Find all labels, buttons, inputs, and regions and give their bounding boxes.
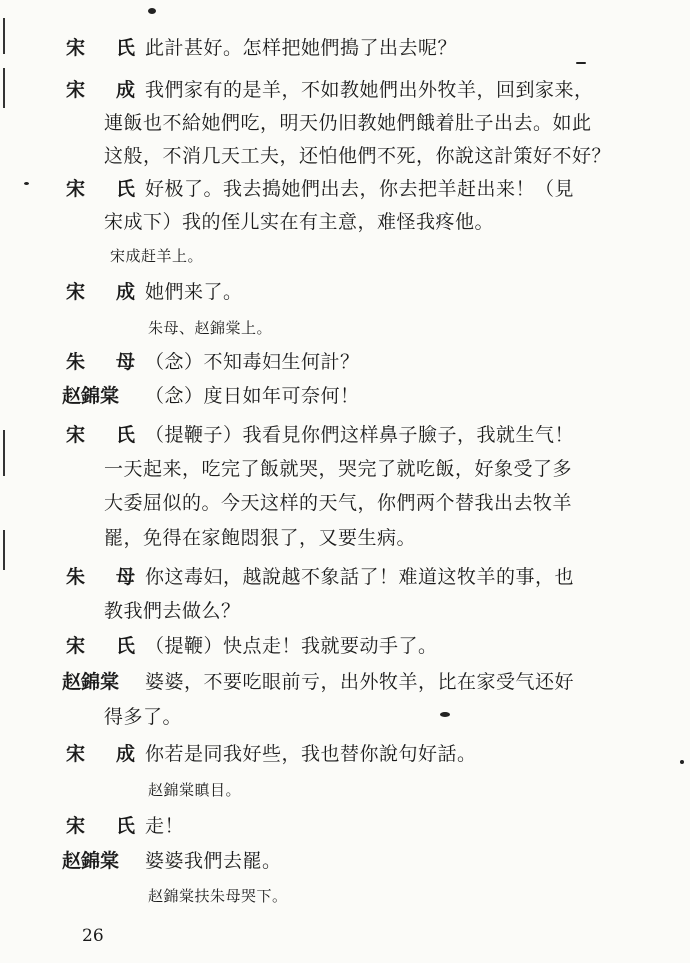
dialogue-text: 宋成下）我的侄儿实在有主意，难怪我疼他。 [104,211,495,233]
scan-speck [576,62,586,64]
dialogue-text: 婆婆我們去罷。 [145,850,282,872]
scan-speck [148,8,156,14]
dialogue-text: 婆婆，不要吃眼前亏，出外牧羊，比在家受气还好 [145,671,575,693]
scan-speck [680,760,684,764]
dialogue-text: （提鞭子）我看見你們这样鼻子臉子，我就生气！ [145,424,575,446]
dialogue-text: 罷，免得在家飽悶狠了，又要生病。 [104,527,417,549]
dialogue-text: 一天起来，吃完了飯就哭，哭完了就吃飯，好象受了多 [104,458,573,480]
dialogue-text: 她們来了。 [145,281,243,303]
stage-direction: 赵錦棠瞋目。 [148,781,242,799]
speaker-name: 赵錦棠 [62,385,120,407]
margin-mark [3,430,5,476]
margin-mark [3,530,5,570]
speaker-name: 宋 氏 [66,815,142,837]
dialogue-text: （念）度日如年可奈何！ [145,385,360,407]
dialogue-text: 得多了。 [104,706,183,728]
stage-direction: 宋成赶羊上。 [110,247,204,265]
speaker-name: 朱 母 [66,351,142,373]
dialogue-text: （提鞭）快点走！我就要动手了。 [145,635,438,657]
stage-direction: 朱母、赵錦棠上。 [148,319,273,337]
speaker-name: 赵錦棠 [62,671,120,693]
page-number: 26 [82,926,104,946]
dialogue-text: 走！ [145,815,185,837]
speaker-name: 宋 成 [66,281,142,303]
dialogue-text: 此計甚好。怎样把她們搗了出去呢？ [145,37,458,59]
speaker-name: 朱 母 [66,566,142,588]
dialogue-text: 你这毒妇，越說越不象話了！难道这牧羊的事，也 [145,566,575,588]
dialogue-text: 教我們去做么？ [104,600,241,622]
dialogue-text: 大委屈似的。今天这样的天气，你們两个替我出去牧羊 [104,492,573,514]
dialogue-text: 你若是同我好些，我也替你說句好話。 [145,743,477,765]
speaker-name: 赵錦棠 [62,850,120,872]
speaker-name: 宋 氏 [66,635,142,657]
margin-mark [3,18,5,54]
dialogue-text: （念）不知毒妇生何計？ [145,351,360,373]
speaker-name: 宋 氏 [66,37,142,59]
scan-speck [24,182,29,185]
dialogue-text: 好极了。我去搗她們出去，你去把羊赶出来！（見 [145,178,575,200]
speaker-name: 宋 成 [66,743,142,765]
speaker-name: 宋 成 [66,79,142,101]
scan-speck [440,712,450,717]
margin-mark [3,68,5,108]
speaker-name: 宋 氏 [66,424,142,446]
dialogue-text: 我們家有的是羊，不如教她們出外牧羊，回到家来， [145,79,594,101]
speaker-name: 宋 氏 [66,178,142,200]
stage-direction: 赵錦棠扶朱母哭下。 [148,887,288,905]
dialogue-text: 这般，不消几天工夫，还怕他們不死，你說这計策好不好？ [104,145,612,167]
dialogue-text: 連飯也不給她們吃，明天仍旧教她們餓着肚子出去。如此 [104,112,592,134]
